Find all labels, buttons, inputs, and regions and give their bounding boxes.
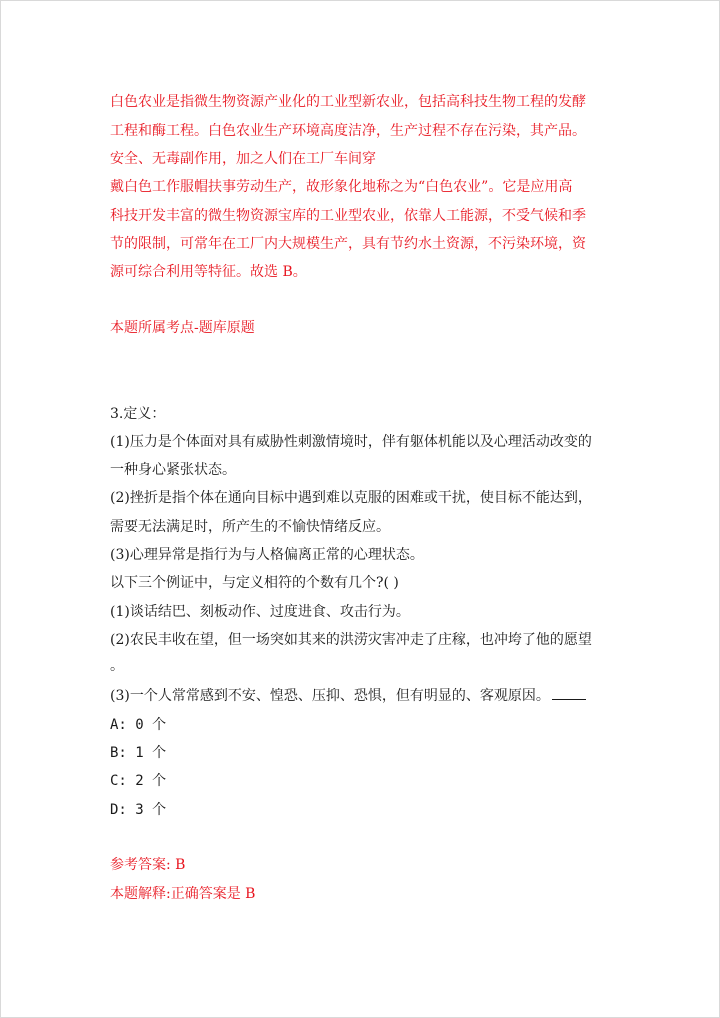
definition-line-3: (2)挫折是指个体在通向目标中遇到难以克服的困难或干扰，使目标不能达到， — [110, 490, 592, 506]
option-a: A: 0 个 — [110, 717, 167, 733]
explanation-line-1: 白色农业是指微生物资源产业化的工业型新农业，包括高科技生物工程的发酵 — [110, 94, 586, 110]
definition-line-1: (1)压力是个体面对具有威胁性刺激情境时，伴有躯体机能以及心理活动改变的 — [110, 434, 592, 450]
reference-answer: 参考答案: B — [110, 857, 186, 873]
question-number-title: 3.定义： — [110, 406, 166, 422]
option-b: B: 1 个 — [110, 745, 167, 761]
definition-line-2: 一种身心紧张状态。 — [110, 462, 236, 478]
example-line-1: (1)谈话结巴、刻板动作、过度进食、攻击行为。 — [110, 604, 410, 620]
example-line-2: (2)农民丰收在望，但一场突如其来的洪涝灾害冲走了庄稼，也冲垮了他的愿望 — [110, 632, 592, 648]
explanation-line-3: 安全、无毒副作用，加之人们在工厂车间穿 — [110, 151, 376, 167]
definition-line-4: 需要无法满足时，所产生的不愉快情绪反应。 — [110, 519, 390, 535]
definition-line-5: (3)心理异常是指行为与人格偏离正常的心理状态。 — [110, 547, 424, 563]
explanation-line-4: 戴白色工作服帽扶事劳动生产，故形象化地称之为“白色农业”。它是应用高 — [110, 179, 573, 195]
answer-analysis: 本题解释:正确答案是 B — [110, 886, 256, 902]
explanation-line-7: 源可综合利用等特征。故选 B。 — [110, 264, 307, 280]
example-line-2-continuation: 。 — [110, 658, 124, 674]
option-d: D: 3 个 — [110, 802, 167, 818]
question-prompt: 以下三个例证中，与定义相符的个数有几个?( ) — [110, 575, 399, 591]
category-note: 本题所属考点-题库原题 — [110, 320, 255, 336]
example-line-3: (3)一个人常常感到不安、惶恐、压抑、恐惧，但有明显的、客观原因。 — [110, 688, 550, 704]
example-line-3-row — [110, 687, 586, 705]
option-c: C: 2 个 — [110, 773, 167, 789]
explanation-line-5: 科技开发丰富的微生物资源宝库的工业型农业，依靠人工能源，不受气候和季 — [110, 208, 586, 224]
explanation-line-6: 节的限制，可常年在工厂内大规模生产，具有节约水土资源，不污染环境，资 — [110, 236, 586, 252]
answer-blank — [552, 687, 586, 700]
explanation-line-2: 工程和酶工程。白色农业生产环境高度洁净，生产过程不存在污染，其产品。 — [110, 123, 586, 139]
